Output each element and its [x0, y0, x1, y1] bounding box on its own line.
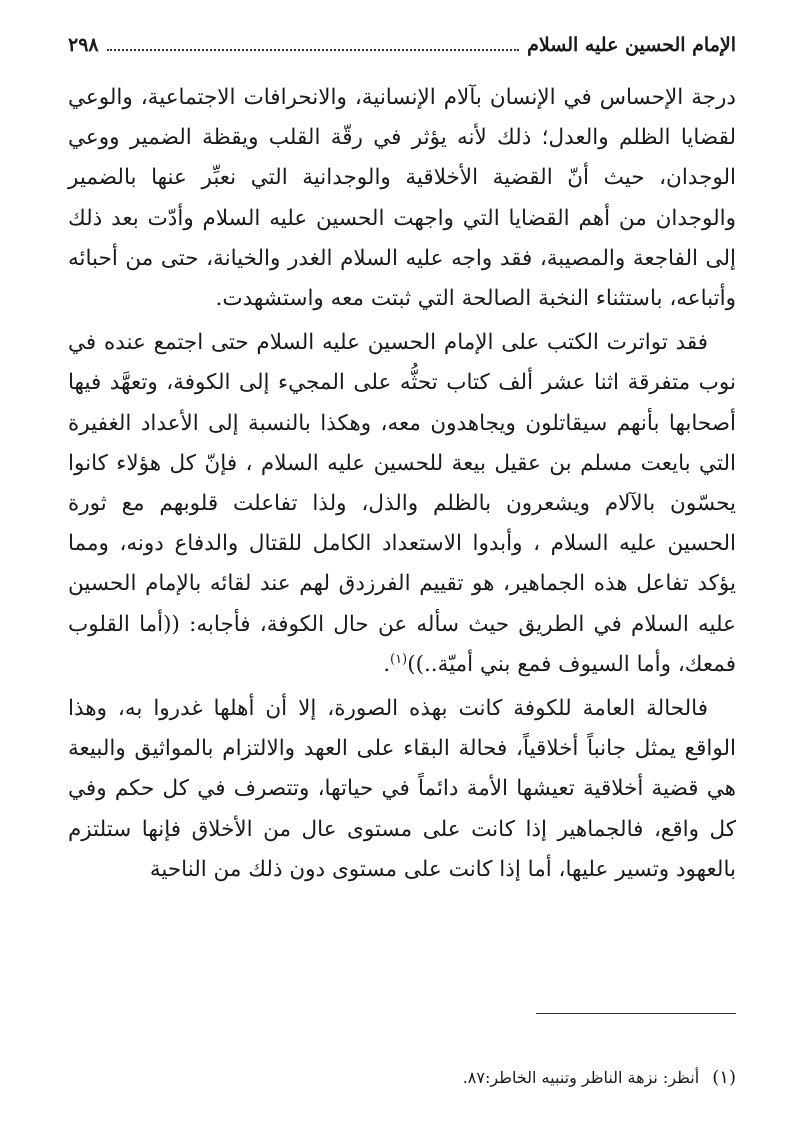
footnote-number: (١): [712, 1067, 736, 1088]
paragraph-3-text: فالحالة العامة للكوفة كانت بهذه الصورة، إلا أن أهلها غدروا به، وهذا الواقع يمثل جانباً أخلاقياً، فحالة البقاء على العهد والالتزام بالمواثيق والبيعة هي قضية أخلاقية تعيشها الأمة دائماً في حياتها، وتتصرف في كل حكم وفي كل واقع، فالجماهير إذا كانت على مستوى عال من الأخلاق فإنها ستلتزم بالعهود وتسير عليها، أما إذا كانت على مستوى دون ذلك من الناحية: [68, 696, 736, 882]
paragraph-1: [68, 78, 736, 319]
footnote-reference: (١): [390, 651, 408, 667]
paragraph-2-text: فقد تواترت الكتب على الإمام الحسين عليه السلام حتى اجتمع عنده في نوب متفرقة اثنا عشر ألف كتاب تحثُّه على المجيء إلى الكوفة، وتعهَّد فيها أصحابها بأنهم سيقاتلون ويجاهدون معه، وهكذا بالنسبة إلى الأعداد الغفيرة التي بايعت مسلم بن عقيل بيعة للحسين عليه السلام ، فإنّ كل هؤلاء كانوا يحسّون بالآلام ويشعرون بالظلم والذل، ولذا تفاعلت قلوبهم مع ثورة الحسين عليه السلام ، وأبدوا الاستعداد الكامل للقتال والدفاع دونه، ومما يؤكد تفاعل هذه الجماهير، هو تقييم الفرزدق لهم عند لقائه بالإمام الحسين عليه السلام في الطريق حيث سأله عن حال الكوفة، فأجابه: ((أما القلوب فمعك، وأما السيوف فمع بني أميّة..)): [68, 330, 736, 677]
paragraph-3: [68, 689, 736, 890]
running-header: [68, 28, 736, 62]
footnote: [68, 1066, 736, 1090]
book-page: [68, 28, 736, 1118]
header-dot-leader: [107, 31, 520, 51]
body-text: [68, 78, 736, 890]
paragraph-1-text: درجة الإحساس في الإنسان بآلام الإنسانية، والانحرافات الاجتماعية، والوعي لقضايا الظلم والعدل؛ ذلك لأنه يؤثر في رقّة القلب ويقظة الضمير ووعي الوجدان، حيث أنّ القضية الأخلاقية والوجدانية التي نعبِّر عنها بالضمير والوجدان من أهم القضايا التي واجهت الحسين عليه السلام وأدّت بعد ذلك إلى الفاجعة والمصيبة، فقد واجه عليه السلام الغدر والخيانة، حتى من أحبائه وأتباعه، باستثناء النخبة الصالحة التي ثبتت معه واستشهدت.: [68, 85, 736, 312]
page-number: ٢٩٨: [68, 34, 99, 56]
footnote-separator: [536, 1013, 736, 1014]
paragraph-2-end: .: [383, 651, 391, 677]
header-title: الإمام الحسين عليه السلام: [527, 34, 736, 56]
footnote-text: أنظر: نزهة الناظر وتنبيه الخاطر:٨٧.: [462, 1068, 700, 1087]
paragraph-2: [68, 323, 736, 685]
